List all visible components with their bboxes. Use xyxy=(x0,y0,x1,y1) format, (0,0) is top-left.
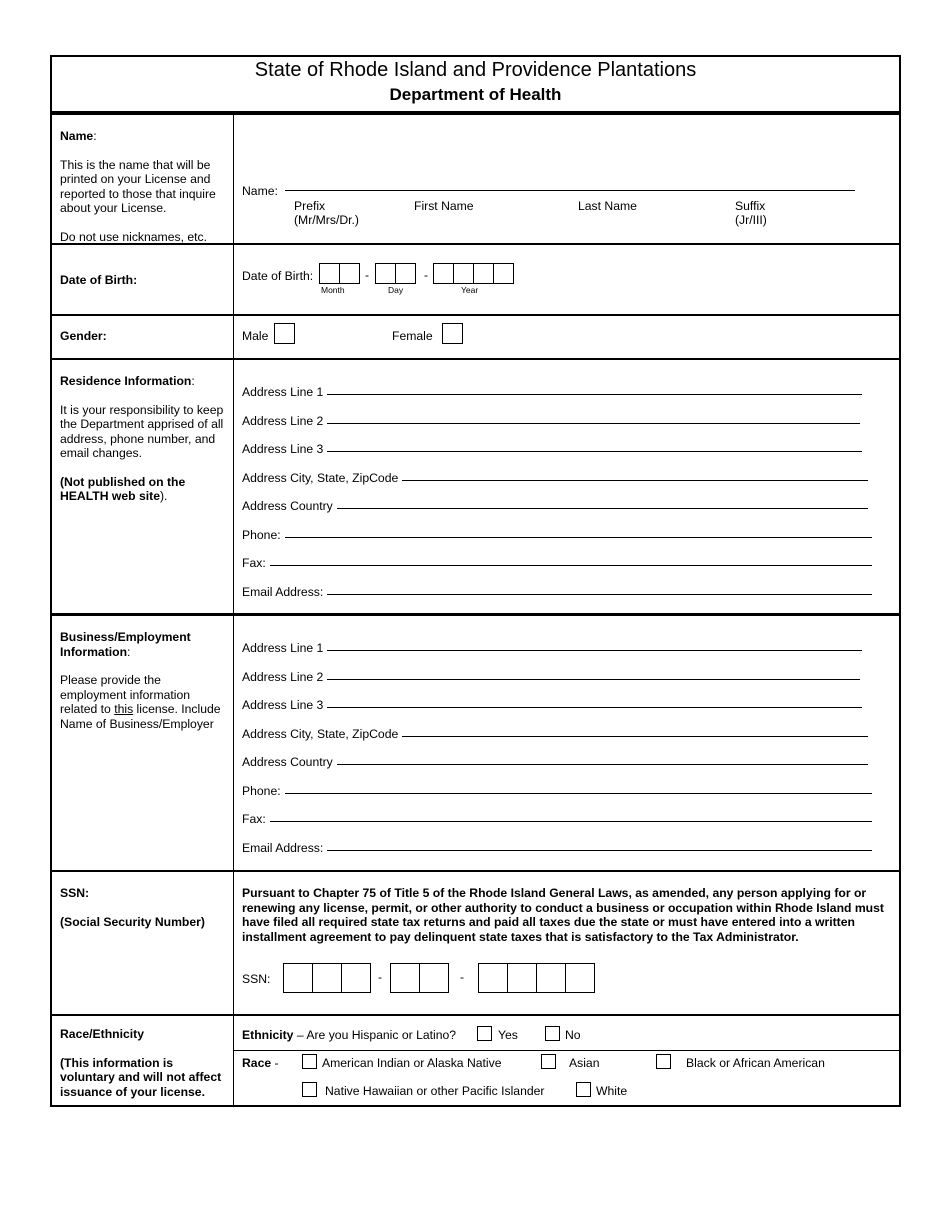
name-section-label xyxy=(60,129,230,244)
residence-field-line-6[interactable] xyxy=(285,537,872,538)
suffix-hint: (Jr/III) xyxy=(735,213,767,227)
hispanic-no-checkbox[interactable] xyxy=(545,1026,560,1041)
ssn-digit-7[interactable] xyxy=(507,963,537,993)
ssn-digit-6[interactable] xyxy=(478,963,508,993)
ethnicity-question-text: – Are you Hispanic or Latino? xyxy=(293,1028,457,1042)
business-field-line-2[interactable] xyxy=(327,679,860,680)
business-field-label-4: Address City, State, ZipCode xyxy=(242,726,399,741)
ssn-digit-2[interactable] xyxy=(312,963,342,993)
male-label: Male xyxy=(242,329,269,343)
business-field-label-2: Address Line 2 xyxy=(242,669,324,684)
divider-residence xyxy=(52,613,899,616)
residence-field-label-7: Fax: xyxy=(242,556,266,570)
race-section-label xyxy=(60,1027,230,1099)
hispanic-no-label: No xyxy=(565,1028,581,1042)
business-desc-pre: Please provide the employment information related to xyxy=(60,673,191,716)
dob-sep-2: - xyxy=(424,268,429,282)
dob-year-digit-2[interactable] xyxy=(453,263,474,284)
name-nickname-note: Do not use nicknames, etc. xyxy=(60,229,207,244)
race-asian-label: Asian xyxy=(569,1056,600,1070)
residence-field-label-5: Address Country xyxy=(242,499,333,513)
residence-description: It is your responsibility to keep the Department apprised of all address, phone number, and email changes. xyxy=(60,402,224,460)
name-description: This is the name that will be printed on your License and reported to those that inquire about your License. xyxy=(60,157,216,215)
race-black-label: Black or African American xyxy=(686,1056,825,1070)
name-field-label: Name: xyxy=(242,184,278,198)
prefix-hint: (Mr/Mrs/Dr.) xyxy=(294,213,359,227)
female-label: Female xyxy=(392,329,433,343)
business-field-label-7: Fax: xyxy=(242,812,266,826)
license-form xyxy=(50,55,901,1107)
ssn-digit-3[interactable] xyxy=(341,963,371,993)
ssn-label: SSN: xyxy=(60,886,90,900)
business-field-label-3: Address Line 3 xyxy=(242,698,324,712)
residence-field-label-6: Phone: xyxy=(242,527,281,542)
dob-section-label: Date of Birth: xyxy=(60,273,138,287)
first-name-label: First Name xyxy=(414,199,474,213)
business-desc-post: license. Include Name of Business/Employer xyxy=(60,702,221,731)
divider-ssn xyxy=(52,1014,899,1016)
business-field-label-8: Email Address: xyxy=(242,840,324,855)
male-checkbox[interactable] xyxy=(274,323,295,344)
dob-day-digit-1[interactable] xyxy=(375,263,396,284)
divider-dob xyxy=(52,314,899,316)
business-field-label-1: Address Line 1 xyxy=(242,641,324,655)
dob-day-caption: Day xyxy=(388,285,404,295)
dob-year-digit-3[interactable] xyxy=(473,263,494,284)
divider-ethnicity xyxy=(233,1050,899,1051)
business-field-line-3[interactable] xyxy=(327,707,862,708)
business-label: Business/Employment Information xyxy=(60,630,191,659)
dob-year-digit-4[interactable] xyxy=(493,263,514,284)
business-section-label xyxy=(60,630,230,731)
dob-day-digit-2[interactable] xyxy=(395,263,416,284)
residence-field-line-7[interactable] xyxy=(270,565,872,566)
ethnicity-label: Ethnicity xyxy=(242,1028,294,1042)
residence-label: Residence Information xyxy=(60,374,192,388)
residence-field-label-8: Email Address: xyxy=(242,584,324,599)
race-white-label: White xyxy=(596,1084,628,1098)
dob-sep-1: - xyxy=(365,268,370,282)
residence-field-line-2[interactable] xyxy=(327,423,860,424)
business-field-label-6: Phone: xyxy=(242,783,281,798)
race-american-indian-checkbox[interactable] xyxy=(302,1054,317,1069)
last-name-label: Last Name xyxy=(578,199,637,213)
ssn-field-label: SSN: xyxy=(242,972,271,986)
race-asian-checkbox[interactable] xyxy=(541,1054,556,1069)
divider-business xyxy=(52,870,899,872)
gender-section-label: Gender: xyxy=(60,329,107,343)
race-pacific-islander-checkbox[interactable] xyxy=(302,1082,317,1097)
ssn-section-label xyxy=(60,886,230,929)
race-pacific-islander-label: Native Hawaiian or other Pacific Islander xyxy=(325,1084,545,1098)
ssn-sep-2: - xyxy=(460,970,465,984)
residence-not-published: (Not published on the HEALTH web site xyxy=(60,474,186,503)
name-label: Name xyxy=(60,129,94,143)
race-american-indian-label: American Indian or Alaska Native xyxy=(322,1056,502,1070)
business-field-line-5[interactable] xyxy=(337,764,868,765)
race-voluntary-note: (This information is voluntary and will not affect issuance of your license. xyxy=(60,1055,222,1099)
ssn-sep-1: - xyxy=(378,970,383,984)
residence-field-line-4[interactable] xyxy=(402,480,868,481)
form-subtitle: Department of Health xyxy=(389,85,562,104)
dob-month-caption: Month xyxy=(321,285,345,295)
race-black-checkbox[interactable] xyxy=(656,1054,671,1069)
ethnicity-question xyxy=(242,1028,456,1042)
business-field-line-1[interactable] xyxy=(327,650,862,651)
business-description xyxy=(60,673,230,731)
form-title: State of Rhode Island and Providence Plantations xyxy=(254,59,697,81)
business-field-line-8[interactable] xyxy=(327,850,872,851)
ssn-digit-8[interactable] xyxy=(536,963,566,993)
residence-section-label xyxy=(60,374,230,504)
race-white-checkbox[interactable] xyxy=(576,1082,591,1097)
business-label-colon: : xyxy=(127,644,131,659)
residence-field-line-5[interactable] xyxy=(337,508,868,509)
dob-month-digit-2[interactable] xyxy=(339,263,360,284)
ssn-digit-9[interactable] xyxy=(565,963,595,993)
dob-year-caption: Year xyxy=(461,285,479,295)
residence-note-end: ). xyxy=(160,489,168,503)
business-field-line-7[interactable] xyxy=(270,821,872,822)
dob-field-label: Date of Birth: xyxy=(242,269,314,283)
name-field-line[interactable] xyxy=(285,190,855,191)
divider-gender xyxy=(52,358,899,360)
hispanic-yes-label: Yes xyxy=(498,1028,518,1042)
suffix-label: Suffix xyxy=(735,199,766,213)
residence-field-label-3: Address Line 3 xyxy=(242,442,324,456)
ssn-tax-statement: Pursuant to Chapter 75 of Title 5 of the Rhode Island General Laws, as amended, any person applying for or renewing any license, permit, or other authority to conduct a business or occupation within Rhode Island must have filed all required state tax returns and paid all taxes due the state or must have entered into a written installment agreement to pay delinquent state taxes that is satisfactory to the Tax Administrator. xyxy=(242,886,884,944)
business-desc-this: this xyxy=(114,702,134,716)
prefix-label: Prefix xyxy=(294,199,326,213)
race-label xyxy=(242,1056,279,1070)
ssn-digit-4[interactable] xyxy=(390,963,420,993)
dob-year-digit-1[interactable] xyxy=(433,263,454,284)
race-label-dash: - xyxy=(271,1056,279,1070)
business-field-line-4[interactable] xyxy=(402,736,868,737)
dob-month-digit-1[interactable] xyxy=(319,263,340,284)
residence-field-line-3[interactable] xyxy=(327,451,862,452)
ssn-digit-1[interactable] xyxy=(283,963,313,993)
header-divider xyxy=(52,111,899,115)
residence-field-line-8[interactable] xyxy=(327,594,872,595)
column-divider xyxy=(233,114,234,1107)
ssn-digit-5[interactable] xyxy=(419,963,449,993)
female-checkbox[interactable] xyxy=(442,323,463,344)
name-label-colon: : xyxy=(93,129,97,143)
residence-field-label-2: Address Line 2 xyxy=(242,413,324,428)
hispanic-yes-checkbox[interactable] xyxy=(477,1026,492,1041)
business-field-line-6[interactable] xyxy=(285,793,872,794)
residence-field-label-4: Address City, State, ZipCode xyxy=(242,470,399,485)
residence-label-colon: : xyxy=(191,374,195,388)
race-label-bold: Race xyxy=(242,1056,272,1070)
race-ethnicity-label: Race/Ethnicity xyxy=(60,1027,144,1041)
residence-field-line-1[interactable] xyxy=(327,394,862,395)
business-field-label-5: Address Country xyxy=(242,755,333,769)
residence-field-label-1: Address Line 1 xyxy=(242,385,324,399)
ssn-sublabel: (Social Security Number) xyxy=(60,914,205,929)
